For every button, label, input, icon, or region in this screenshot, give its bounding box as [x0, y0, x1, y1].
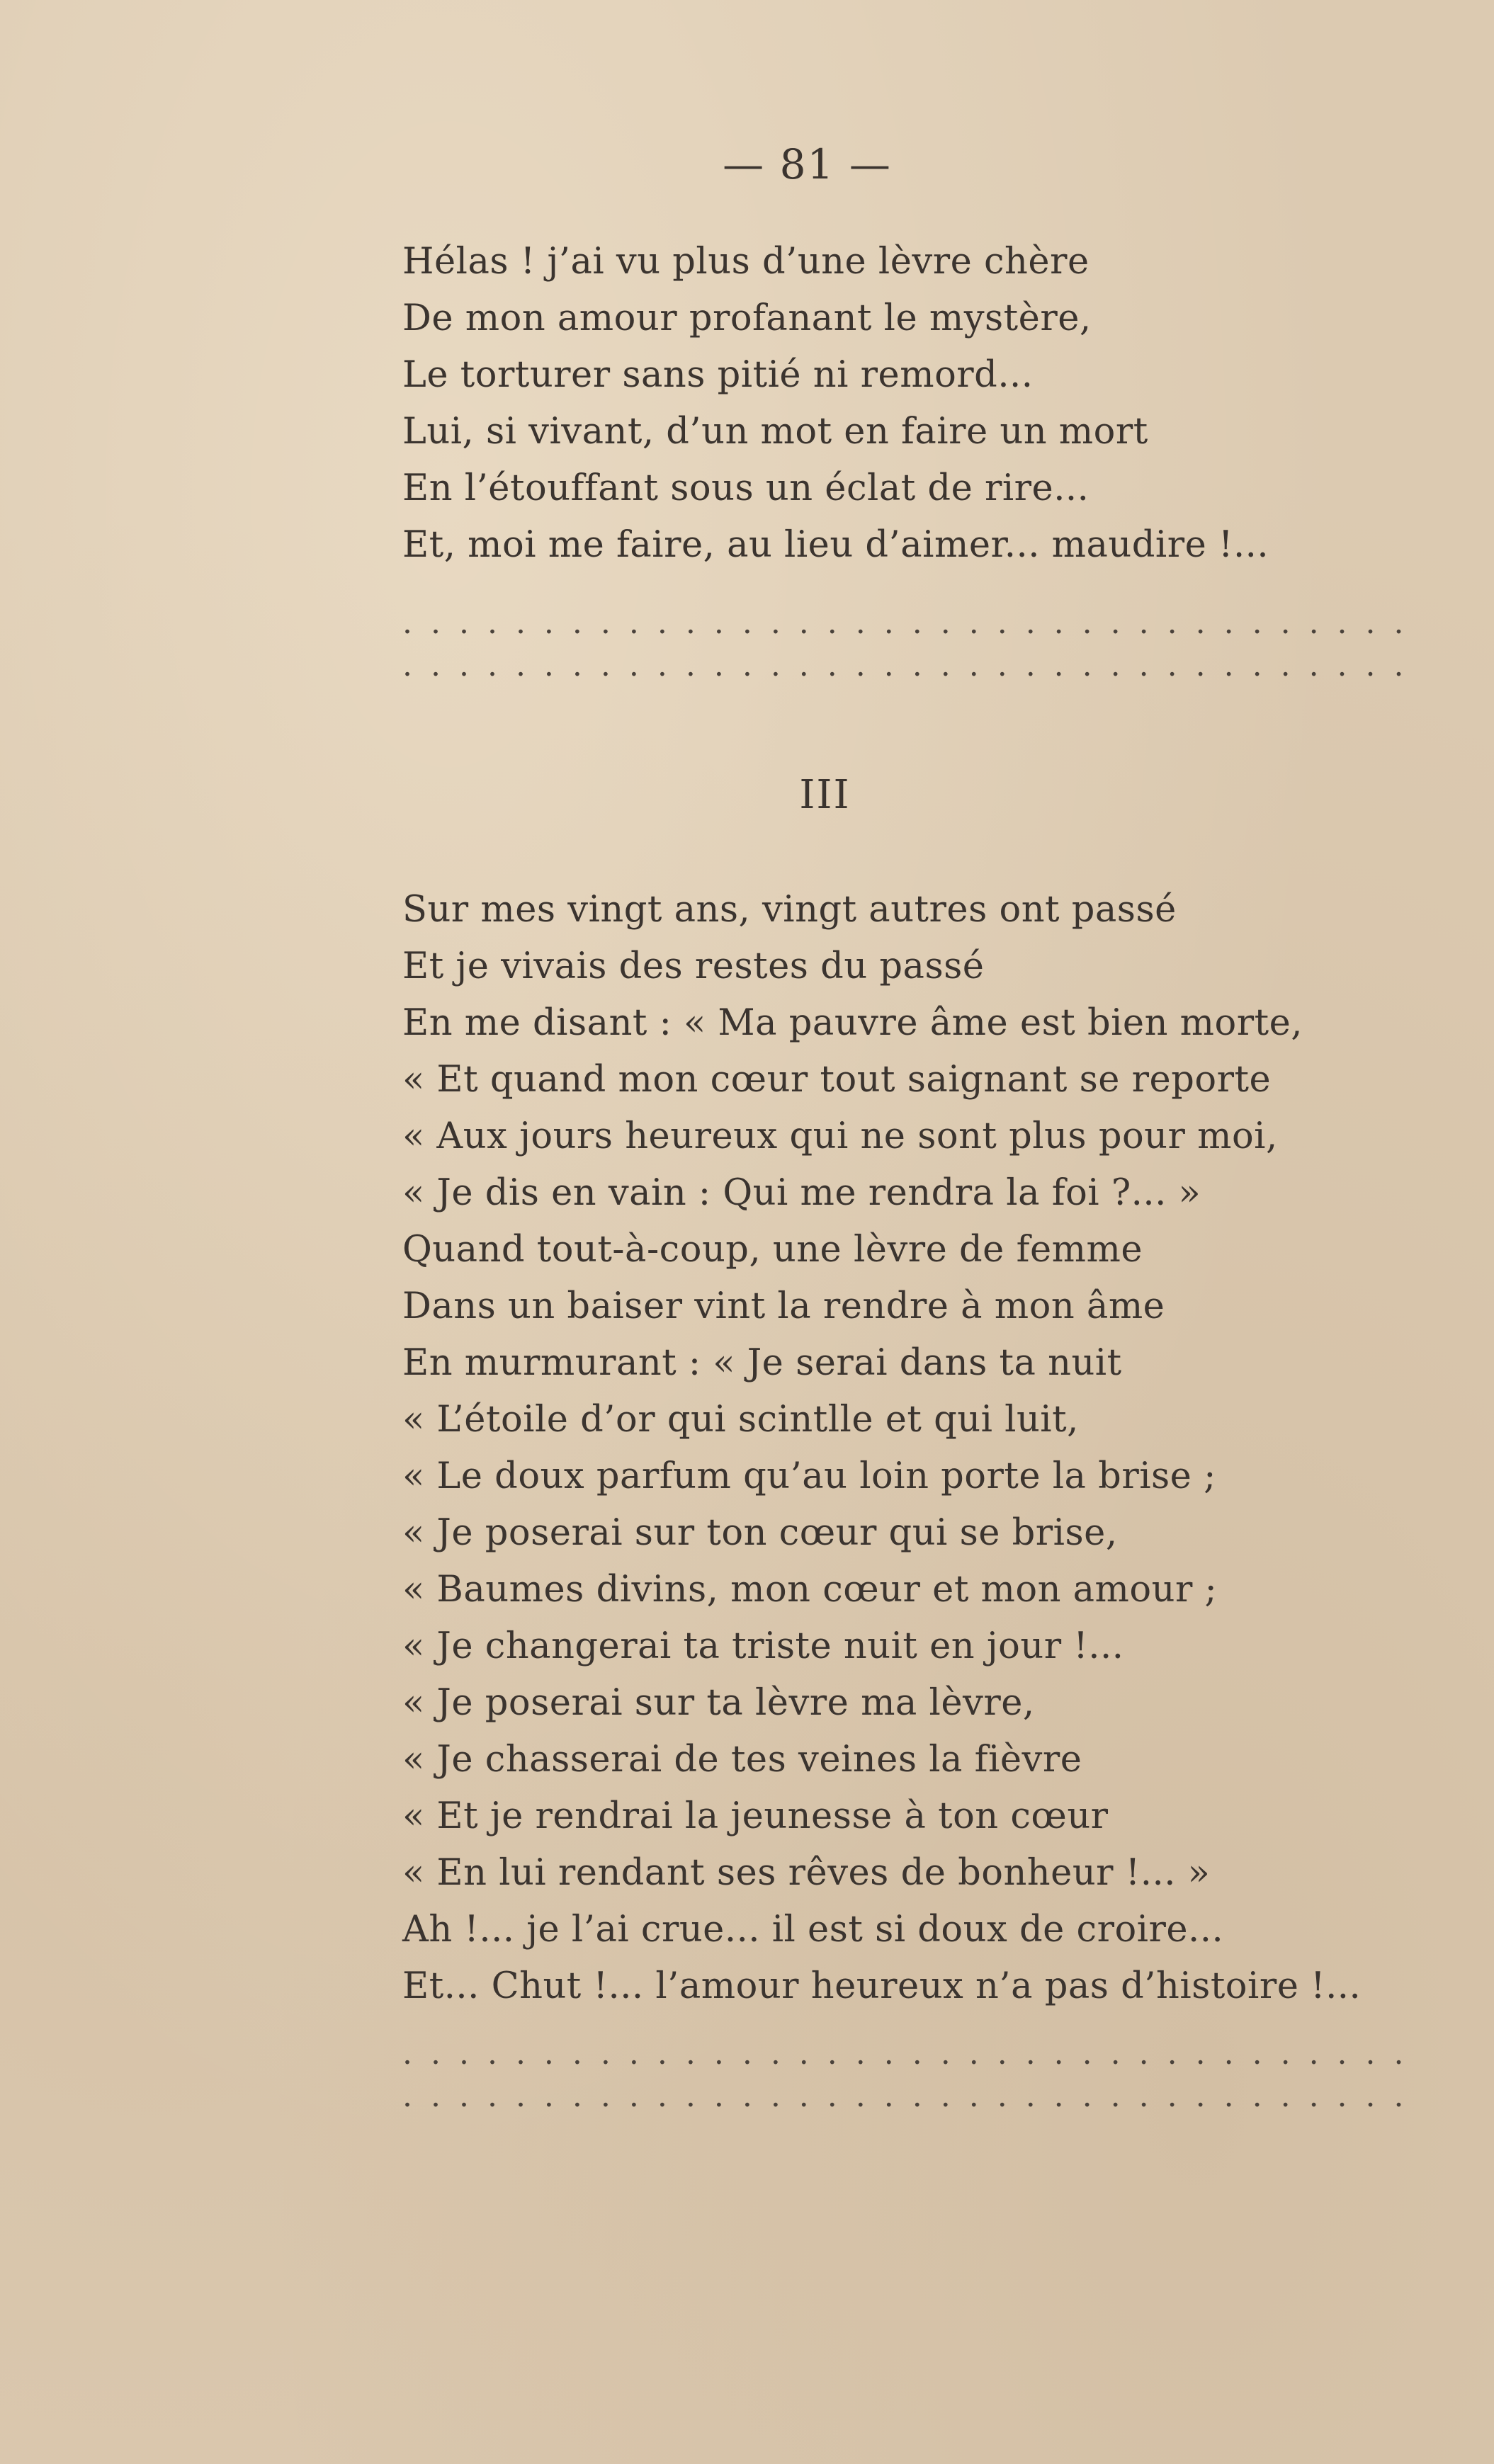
ellipsis-divider: ....................................	[402, 609, 1422, 637]
verse-line: « Baumes divins, mon cœur et mon amour ;	[402, 1569, 1218, 1611]
verse-line: « Je poserai sur ton cœur qui se brise,	[402, 1512, 1118, 1554]
stanza-2	[402, 882, 1486, 2015]
verse-line: « L’étoile d’or qui scintlle et qui luit,	[402, 1399, 1079, 1441]
verse-line: En murmurant : « Je serai dans ta nuit	[402, 1342, 1122, 1384]
verse-line: Quand tout-à-coup, une lèvre de femme	[402, 1229, 1143, 1271]
page-number: — 81 —	[723, 140, 892, 188]
verse-line: « Je dis en vain : Qui me rendra la foi ?... »	[402, 1172, 1201, 1214]
verse-line: Sur mes vingt ans, vingt autres ont passé	[402, 889, 1177, 931]
verse-line: « Et je rendrai la jeunesse à ton cœur	[402, 1795, 1109, 1837]
verse-line: Lui, si vivant, d’un mot en faire un mort	[402, 411, 1148, 453]
verse-line: « Je poserai sur ta lèvre ma lèvre,	[402, 1682, 1035, 1724]
ellipsis-divider: ....................................	[402, 652, 1422, 680]
verse-line: Le torturer sans pitié ni remord...	[402, 354, 1034, 396]
verse-line: « Je changerai ta triste nuit en jour !...	[402, 1625, 1124, 1667]
verse-line: En me disant : « Ma pauvre âme est bien morte,	[402, 1002, 1303, 1044]
section-numeral: III	[799, 772, 851, 818]
verse-line: « Et quand mon cœur tout saignant se reporte	[402, 1059, 1272, 1101]
verse-line: Et... Chut !... l’amour heureux n’a pas d’histoire !...	[402, 1965, 1362, 2007]
verse-line: Ah !... je l’ai crue... il est si doux de croire...	[402, 1909, 1224, 1951]
verse-line: « Aux jours heureux qui ne sont plus pour moi,	[402, 1115, 1278, 1157]
verse-line: De mon amour profanant le mystère,	[402, 297, 1092, 339]
verse-line: « Le doux parfum qu’au loin porte la brise ;	[402, 1455, 1216, 1497]
verse-line: En l’étouffant sous un éclat de rire...	[402, 467, 1090, 509]
verse-line: Et je vivais des restes du passé	[402, 946, 985, 987]
verse-line: Hélas ! j’ai vu plus d’une lèvre chère	[402, 241, 1090, 283]
ellipsis-divider: ....................................	[402, 2040, 1422, 2068]
stanza-1	[402, 234, 1486, 574]
verse-line: Et, moi me faire, au lieu d’aimer... maudire !...	[402, 524, 1269, 566]
ellipsis-divider: ....................................	[402, 2082, 1422, 2111]
verse-line: « En lui rendant ses rêves de bonheur !... »	[402, 1852, 1211, 1894]
verse-line: Dans un baiser vint la rendre à mon âme	[402, 1285, 1165, 1327]
verse-line: « Je chasserai de tes veines la fièvre	[402, 1739, 1082, 1781]
